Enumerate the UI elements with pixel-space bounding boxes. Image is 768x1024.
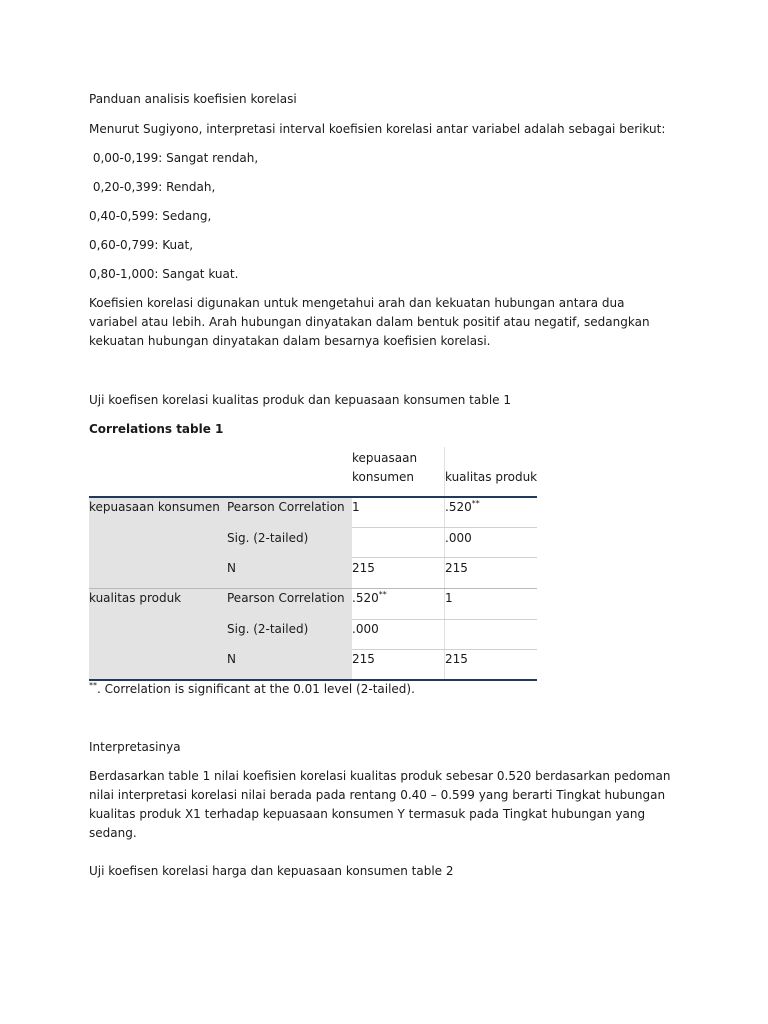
footnote-mark: **	[89, 681, 97, 690]
table-cell: .520**	[352, 590, 387, 605]
table-cell: 215	[445, 561, 468, 575]
col-header-kepuasaan-line1: kepuasaan	[352, 451, 418, 465]
table-cell: .520**	[445, 499, 480, 514]
table-cell: 1	[352, 500, 360, 514]
row-rule	[352, 527, 537, 528]
table-footnote: **. Correlation is significant at the 0.01 level (2-tailed).	[89, 681, 415, 696]
row-rule	[352, 619, 537, 620]
col-header-kualitas: kualitas produk	[445, 470, 538, 484]
header-rule	[89, 496, 537, 498]
significance-mark: **	[471, 499, 480, 508]
significance-mark: **	[378, 590, 387, 599]
table-cell: .000	[445, 531, 472, 545]
table-title: Correlations table 1	[89, 422, 224, 436]
stat-label: Pearson Correlation	[227, 591, 345, 605]
row-label-kualitas: kualitas produk	[89, 591, 182, 605]
col-header-kepuasaan-line2: konsumen	[352, 470, 415, 484]
section2-title: Uji koefisen korelasi harga dan kepuasaan konsumen table 2	[89, 864, 454, 878]
stat-label: Sig. (2-tailed)	[227, 622, 309, 636]
table-cell: 215	[445, 652, 468, 666]
interpretation-paragraph: Berdasarkan table 1 nilai koefisien korelasi kualitas produk sebesar 0.520 berdasarkan pedoman nilai interpretasi korelasi nilai berada pada rentang 0.40 – 0.599 yang berarti Tingkat hubungan kualitas produk X1 terhadap kepuasaan konsumen Y termasuk pada Tingkat hubungan yang sedang.	[89, 769, 671, 840]
correlations-table	[89, 447, 537, 681]
row-label-kepuasaan: kepuasaan konsumen	[89, 500, 220, 514]
stat-label: N	[227, 652, 236, 666]
range-low: 0,20-0,399: Rendah,	[89, 180, 216, 194]
table-cell: 215	[352, 652, 375, 666]
row-rule	[352, 649, 537, 650]
range-very-low: 0,00-0,199: Sangat rendah,	[89, 151, 259, 165]
range-strong: 0,60-0,799: Kuat,	[89, 238, 194, 252]
table-cell: .000	[352, 622, 379, 636]
section1-title: Uji koefisen korelasi kualitas produk dan kepuasaan konsumen table 1	[89, 393, 511, 407]
stat-label: Pearson Correlation	[227, 500, 345, 514]
explanation-paragraph: Koefisien korelasi digunakan untuk mengetahui arah dan kekuatan hubungan antara dua variabel atau lebih. Arah hubungan dinyatakan dalam bentuk positif atau negatif, sedangkan kekuatan hubungan dinyatakan dalam besarnya koefisien korelasi.	[89, 296, 650, 348]
range-very-strong: 0,80-1,000: Sangat kuat.	[89, 267, 239, 281]
range-medium: 0,40-0,599: Sedang,	[89, 209, 212, 223]
table-cell: 1	[445, 591, 453, 605]
row-rule	[352, 557, 537, 558]
guide-heading: Panduan analisis koefisien korelasi	[89, 92, 297, 106]
stub-shading	[89, 498, 352, 680]
interpretation-heading: Interpretasinya	[89, 740, 181, 754]
group-rule	[89, 588, 537, 589]
table-cell: 215	[352, 561, 375, 575]
guide-lead: Menurut Sugiyono, interpretasi interval koefisien korelasi antar variabel adalah sebagai berikut:	[89, 122, 666, 136]
stat-label: N	[227, 561, 236, 575]
stat-label: Sig. (2-tailed)	[227, 531, 309, 545]
